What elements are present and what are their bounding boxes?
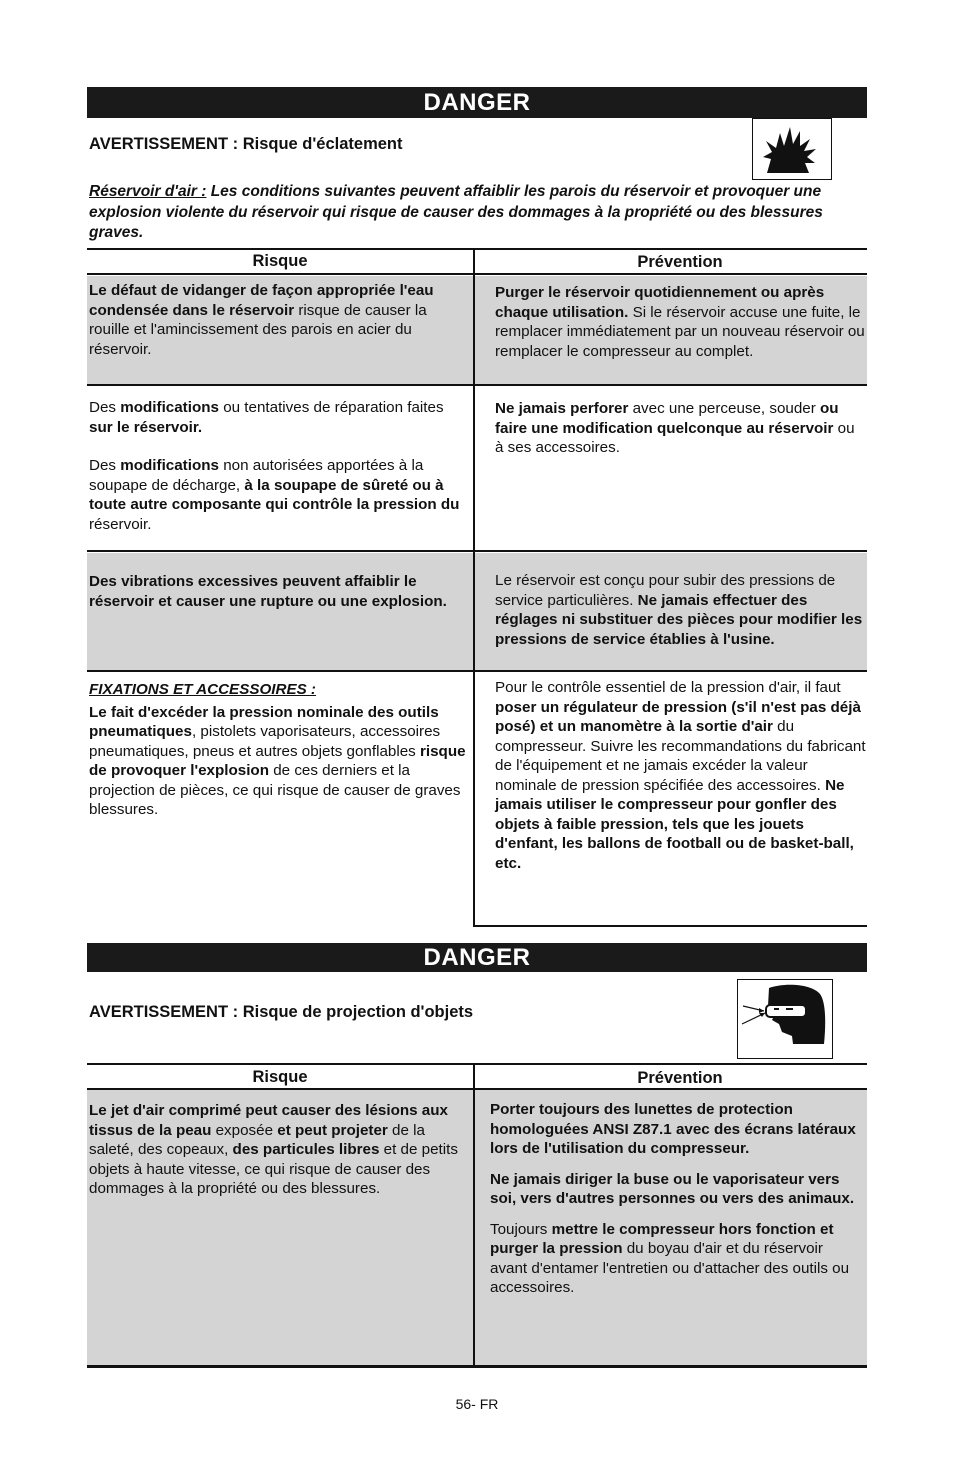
warning-title: AVERTISSEMENT : Risque d'éclatement (89, 135, 403, 153)
page-number: 56- FR (455, 1396, 499, 1412)
risk-subheading: FIXATIONS ET ACCESSOIRES : (89, 681, 316, 698)
warning-title: AVERTISSEMENT : Risque de projection d'objets (89, 1003, 474, 1021)
explosion-icon (752, 118, 832, 180)
danger-banner: DANGER (87, 943, 867, 972)
column-header-risk: Risque (252, 1068, 308, 1086)
column-header-prevention: Prévention (637, 253, 723, 271)
prevention-cell: Porter toujours des lunettes de protection homologuées ANSI Z87.1 avec des écrans latéraux lors de l'utilisation du compresseur. Ne jamais diriger la buse ou le vaporisateur vers soi, vers d'autres personnes ou vers des animaux. Toujours mettre le compresseur hors fonction et purger la pression du boyau d'air et du réservoir avant d'entamer l'entretien ou d'attacher des outils ou accessoires. (490, 1101, 856, 1296)
danger-banner: DANGER (87, 87, 867, 118)
prevention-cell: Le réservoir est conçu pour subir des pressions de service particulières. Ne jamais effectuer des réglages ni substituer des pièces pour modifier les pressions de service établies à l'usine. (495, 572, 863, 648)
safety-goggles-icon (737, 979, 833, 1059)
risk-cell: Le jet d'air comprimé peut causer des lésions aux tissus de la peau exposée et peut projeter de la saleté, des copeaux, des particules libres et de petits objets à haute vitesse, ce qui risque de causer des dommages à la propriété ou des blessures. (89, 1102, 458, 1197)
risk-cell: Des vibrations excessives peuvent affaiblir le réservoir et causer une rupture ou une explosion. (89, 573, 447, 610)
prevention-cell: Purger le réservoir quotidiennement ou après chaque utilisation. Si le réservoir accuse une fuite, le remplacer immédiatement par un nouveau réservoir ou remplacer le compresseur au complet. (495, 284, 865, 360)
intro-body: Les conditions suivantes peuvent affaiblir les parois du réservoir et provoquer une explosion violente du réservoir qui risque de causer des dommages à la propriété ou des blessures graves. (89, 183, 823, 241)
risk-body: Le fait d'excéder la pression nominale des outils pneumatiques, pistolets vaporisateurs, accessoires pneumatiques, pneus et autres objets gonflables risque de provoquer l'explosion de ces derniers et la projection de pièces, ce qui risque de causer de graves blessures. (89, 703, 466, 818)
intro-text (89, 182, 859, 244)
prevention-cell: Pour le contrôle essentiel de la pression d'air, il faut poser un régulateur de pression (s'il n'est pas déjà posé) et un manomètre à la sortie d'air du compresseur. Suivre les recommandations du fabricant de l'équipement et ne jamais excéder la valeur nominale de pression spécifiée des accessoires. Ne jamais utiliser le compresseur pour gonfler des objets à faible pression, tels que les jouets d'enfant, les ballons de football ou de basket-ball, etc. (495, 679, 866, 872)
prevention-cell: Ne jamais perforer avec une perceuse, souder ou faire une modification quelconque au réservoir ou à ses accessoires. (495, 400, 855, 456)
column-header-risk: Risque (252, 252, 308, 270)
risk-cell: Le défaut de vidanger de façon appropriée l'eau condensée dans le réservoir risque de causer la rouille et l'amincissement des parois en acier du réservoir. (89, 282, 434, 358)
column-header-prevention: Prévention (637, 1069, 723, 1087)
risk-cell (89, 680, 467, 820)
intro-label: Réservoir d'air : (89, 183, 207, 200)
risk-cell: Des modifications ou tentatives de réparation faites sur le réservoir. Des modifications non autorisées apportées à la soupape de décharge, à la soupape de sûreté ou à toute autre composante qui contrôle la pression du réservoir. (89, 399, 460, 533)
